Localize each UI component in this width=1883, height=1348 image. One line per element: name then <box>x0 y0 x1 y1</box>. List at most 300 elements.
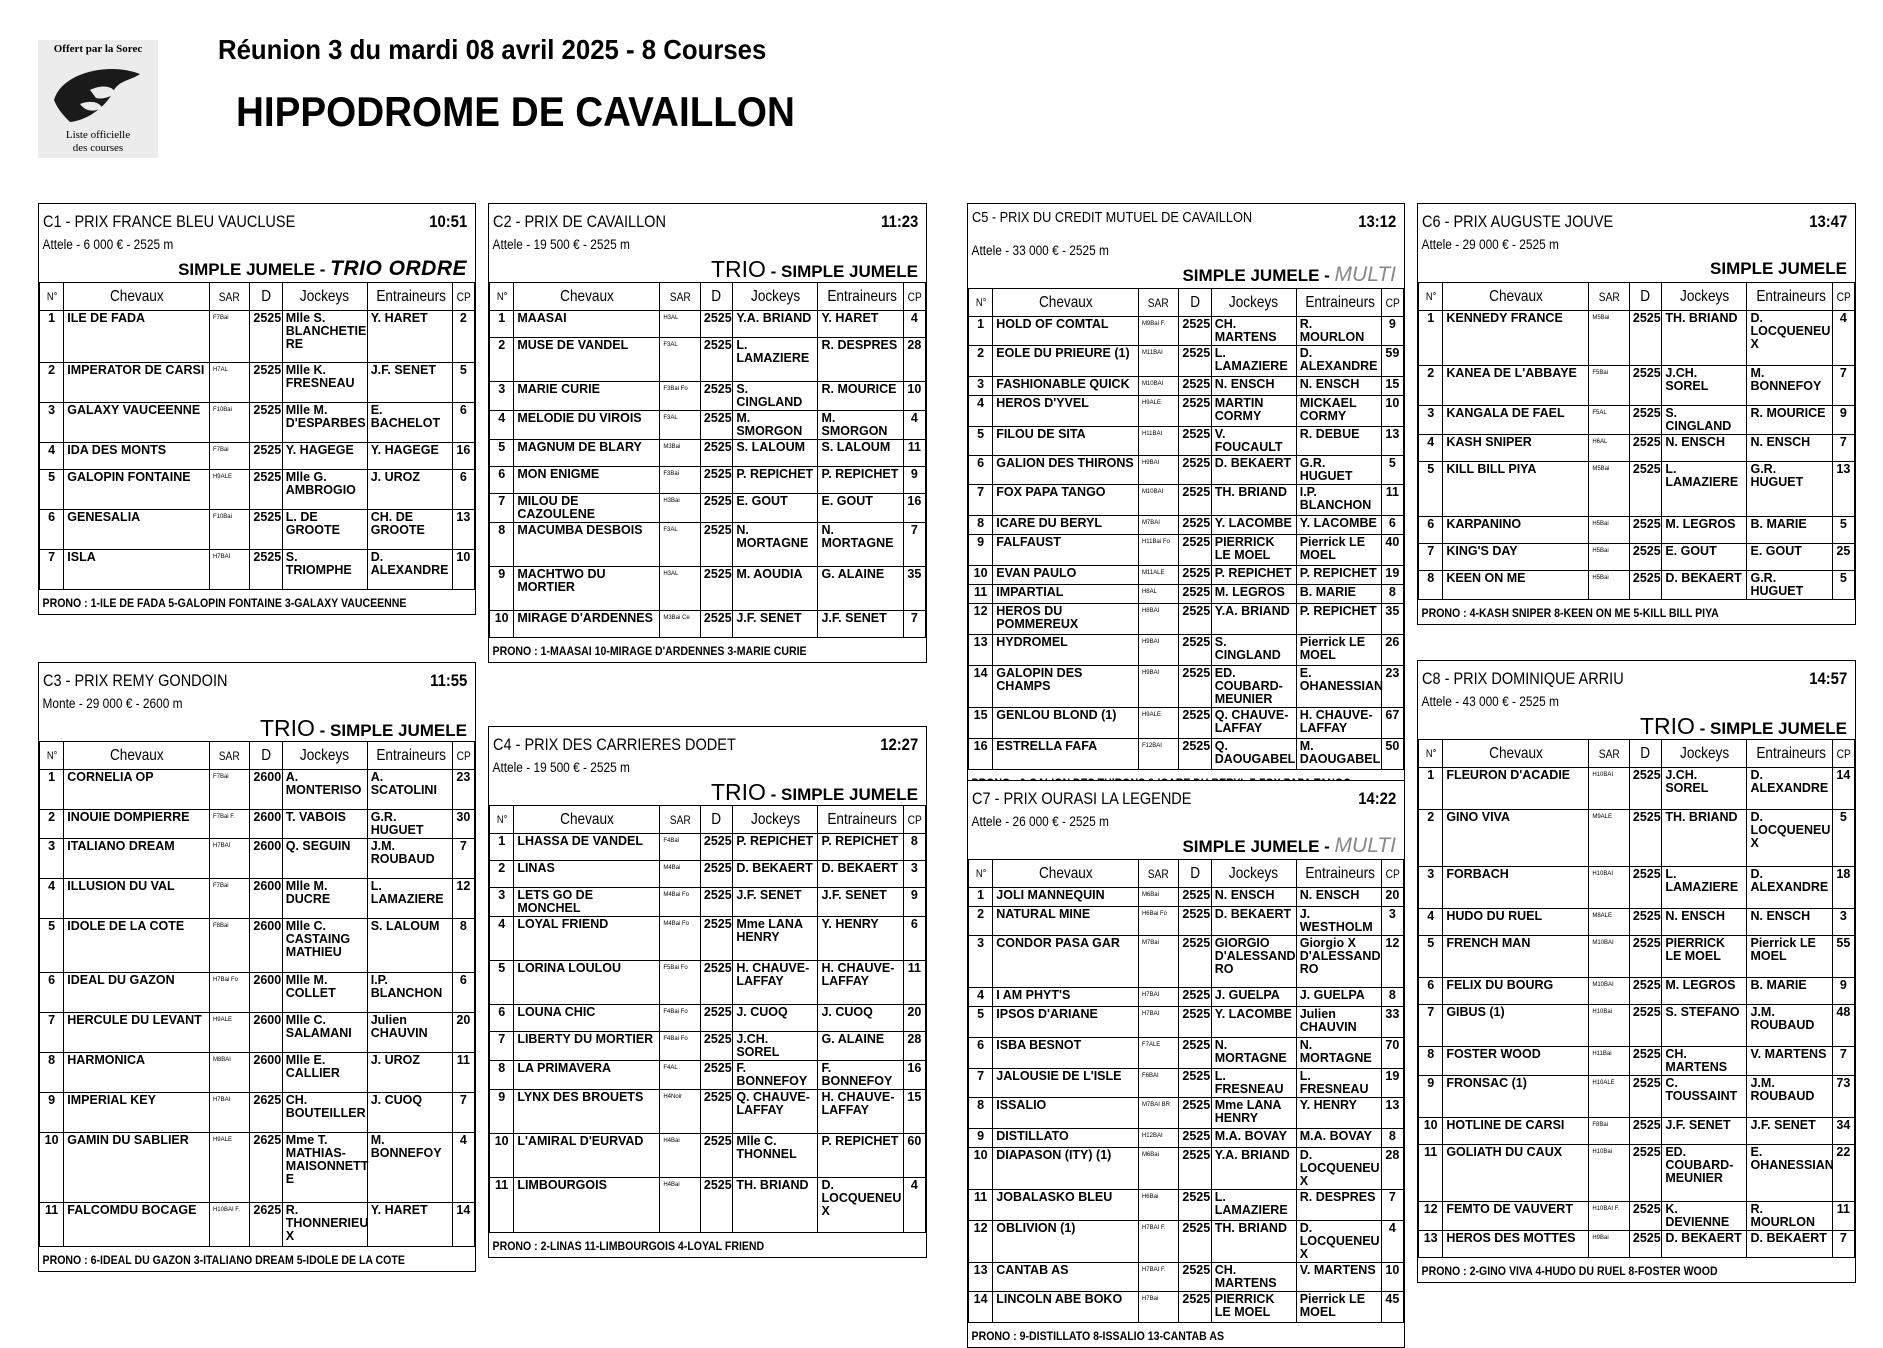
distance: 2525 <box>1179 907 1211 936</box>
odds-cp: 4 <box>903 411 925 440</box>
race-time: 12:27 <box>880 736 918 754</box>
trainer-name: P. REPICHET <box>818 834 903 861</box>
sex-age-coat: H7BAI <box>1138 1007 1178 1038</box>
odds-cp: 34 <box>1832 1118 1854 1145</box>
table-row <box>40 443 475 470</box>
distance: 2525 <box>250 363 282 403</box>
odds-cp: 14 <box>1832 768 1854 810</box>
distance: 2525 <box>250 550 282 590</box>
trainer-name: N. ENSCH <box>1296 888 1381 907</box>
table-row <box>490 467 926 494</box>
race-bet-types <box>1418 713 1855 739</box>
trainer-name: R. MOURLON <box>1296 317 1381 346</box>
runner-number: 16 <box>969 739 993 770</box>
table-row <box>969 516 1404 535</box>
horse-name: LHASSA DE VANDEL <box>514 834 660 861</box>
distance: 2525 <box>1629 867 1661 909</box>
col-trainers-header: Entraineurs <box>1753 283 1825 311</box>
race-prono: PRONO : 2-GINO VIVA 4-HUDO DU RUEL 8-FOSTER WOOD <box>1421 1264 1718 1278</box>
trainer-name: J. UROZ <box>367 1053 452 1093</box>
col-jockeys-header: Jockeys <box>1218 289 1290 317</box>
jockey-name: M. LEGROS <box>1662 978 1747 1005</box>
odds-cp: 25 <box>1832 544 1854 571</box>
odds-cp: 30 <box>452 810 474 839</box>
horse-name: IDA DES MONTS <box>64 443 210 470</box>
horse-name: IMPARTIAL <box>993 585 1139 604</box>
distance: 2525 <box>1629 517 1661 544</box>
jockey-name: R. THONNERIEU X <box>282 1203 367 1247</box>
jockey-name: J.F. SENET <box>733 888 818 917</box>
jockey-name: PIERRICK LE MOEL <box>1662 936 1747 978</box>
sex-age-coat: M8ALE <box>1589 909 1630 936</box>
sex-age-coat: F7Bai <box>209 770 249 810</box>
sex-age-coat: F4AL <box>660 1061 701 1090</box>
jockey-name: M.A. BOVAY <box>1211 1129 1296 1148</box>
distance: 2525 <box>700 834 732 861</box>
table-row <box>969 377 1404 396</box>
distance: 2525 <box>1179 739 1211 770</box>
table-row <box>969 485 1404 516</box>
distance: 2525 <box>1629 810 1661 867</box>
runner-number: 7 <box>490 1032 514 1061</box>
horse-name: ESTRELLA FAFA <box>993 739 1139 770</box>
sex-age-coat: M9ALE <box>1589 810 1630 867</box>
sex-age-coat: M4Bai Fo <box>660 917 701 961</box>
race-bet-types <box>968 262 1404 288</box>
horse-name: MON ENIGME <box>514 467 660 494</box>
jockey-name: N. ENSCH <box>1662 909 1747 936</box>
runner-number: 1 <box>40 311 64 363</box>
trainer-name: L. LAMAZIERE <box>367 879 452 919</box>
trainer-name: Y. HAGEGE <box>367 443 452 470</box>
horse-name: GALION DES THIRONS <box>993 456 1139 485</box>
horse-name: GENLOU BLOND (1) <box>993 708 1139 739</box>
horse-name: FOSTER WOOD <box>1443 1047 1589 1076</box>
distance: 2525 <box>700 338 732 382</box>
horse-name: CORNELIA OP <box>64 770 210 810</box>
jockey-name: Q. CHAUVE-LAFFAY <box>1211 708 1296 739</box>
table-row <box>490 1061 926 1090</box>
sex-age-coat: H11Bai Fo <box>1138 535 1178 566</box>
jockey-name: K. DEVIENNE <box>1662 1202 1747 1231</box>
runner-number: 1 <box>969 317 993 346</box>
horse-name: GALOPIN DES CHAMPS <box>993 666 1139 708</box>
sex-age-coat: H9ALE <box>209 1133 249 1203</box>
sex-age-coat: H7Bai Fo <box>209 973 249 1013</box>
distance: 2600 <box>250 839 282 879</box>
odds-cp: 11 <box>903 440 925 467</box>
horse-name: FILOU DE SITA <box>993 427 1139 456</box>
trainer-name: MICKAEL CORMY <box>1296 396 1381 427</box>
table-row <box>40 1133 475 1203</box>
col-horses-header: Chevaux <box>1454 740 1578 768</box>
runner-number: 7 <box>969 485 993 516</box>
trainer-name: Pierrick LE MOEL <box>1296 535 1381 566</box>
runner-number: 2 <box>40 810 64 839</box>
runner-number: 7 <box>1419 544 1443 571</box>
odds-cp: 8 <box>903 834 925 861</box>
trainer-name: M. SMORGON <box>818 411 903 440</box>
trainer-name: S. LALOUM <box>367 919 452 973</box>
jockey-name: M. LEGROS <box>1211 585 1296 604</box>
odds-cp: 6 <box>452 403 474 443</box>
race-title: C3 - PRIX REMY GONDOIN <box>43 672 228 690</box>
jockey-name: Q. SEGUIN <box>282 839 367 879</box>
table-row <box>1419 978 1855 1005</box>
jockey-name: L. LAMAZIERE <box>1662 867 1747 909</box>
sex-age-coat: M11BAI <box>1138 346 1178 377</box>
horse-name: GINO VIVA <box>1443 810 1589 867</box>
trainer-name: G.R. HUGUET <box>367 810 452 839</box>
table-row <box>40 363 475 403</box>
horse-name: LORINA LOULOU <box>514 961 660 1005</box>
table-row <box>969 1129 1404 1148</box>
col-number-header: N° <box>970 289 991 317</box>
trainer-name: V. MARTENS <box>1747 1047 1832 1076</box>
distance: 2525 <box>1179 708 1211 739</box>
sex-age-coat: H10Bai <box>1589 1005 1630 1047</box>
runner-number: 15 <box>969 708 993 739</box>
horse-name: EVAN PAULO <box>993 566 1139 585</box>
sex-age-coat: F3Bai Fo <box>660 382 701 411</box>
odds-cp: 7 <box>452 1093 474 1133</box>
odds-cp: 10 <box>903 382 925 411</box>
col-jockeys-header: Jockeys <box>289 283 361 311</box>
sex-age-coat: M3Bai Ce <box>660 611 701 638</box>
runner-number: 7 <box>40 550 64 590</box>
jockey-name: D. BEKAERT <box>1662 1231 1747 1258</box>
distance: 2525 <box>700 440 732 467</box>
horse-name: LINAS <box>514 861 660 888</box>
trainer-name: H. CHAUVE-LAFFAY <box>818 961 903 1005</box>
race-header <box>489 210 926 234</box>
runner-number: 9 <box>490 1090 514 1134</box>
runner-number: 1 <box>490 311 514 338</box>
race-header <box>1418 210 1855 234</box>
odds-cp: 48 <box>1832 1005 1854 1047</box>
table-row <box>969 317 1404 346</box>
odds-cp: 6 <box>452 470 474 510</box>
bet-type-label: - SIMPLE JUMELE <box>765 262 918 281</box>
trainer-name: V. MARTENS <box>1296 1263 1381 1292</box>
col-cp-header: CP <box>905 806 924 834</box>
sex-age-coat: H6Bai <box>1138 1190 1178 1221</box>
race-conditions: Attele - 26 000 € - 2525 m <box>971 814 1109 829</box>
sex-age-coat: F12BAI <box>1138 739 1178 770</box>
runner-number: 3 <box>1419 867 1443 909</box>
runner-number: 6 <box>1419 517 1443 544</box>
trainer-name: J.M. ROUBAUD <box>1747 1076 1832 1118</box>
col-sar-header: SAR <box>1141 860 1175 888</box>
odds-cp: 18 <box>1832 867 1854 909</box>
odds-cp: 5 <box>1832 810 1854 867</box>
col-sar-header: SAR <box>1141 289 1175 317</box>
distance: 2525 <box>1629 909 1661 936</box>
table-row <box>1419 1005 1855 1047</box>
race-title: C4 - PRIX DES CARRIERES DODET <box>493 736 736 754</box>
odds-cp: 23 <box>452 770 474 810</box>
runner-number: 14 <box>969 1292 993 1323</box>
bet-type-label: MULTI <box>1334 834 1396 857</box>
horse-name: LIMBOURGOIS <box>514 1178 660 1233</box>
horse-name: MACUMBA DESBOIS <box>514 523 660 567</box>
table-row <box>40 879 475 919</box>
race-header <box>489 733 926 757</box>
runner-number: 10 <box>490 611 514 638</box>
distance: 2525 <box>1629 311 1661 366</box>
trainer-name: J.F. SENET <box>818 611 903 638</box>
trainer-name: N. MORTAGNE <box>1296 1038 1381 1069</box>
distance: 2525 <box>1179 888 1211 907</box>
sex-age-coat: H7BAI <box>209 550 249 590</box>
jockey-name: L. FRESNEAU <box>1211 1069 1296 1098</box>
distance: 2525 <box>1179 988 1211 1007</box>
horse-name: MAGNUM DE BLARY <box>514 440 660 467</box>
trainer-name: Pierrick LE MOEL <box>1296 635 1381 666</box>
col-number-header: N° <box>491 283 512 311</box>
trainer-name: J.F. SENET <box>1747 1118 1832 1145</box>
horse-name: GOLIATH DU CAUX <box>1443 1145 1589 1202</box>
race-conditions: Attele - 43 000 € - 2525 m <box>1421 694 1559 709</box>
trainer-name: P. REPICHET <box>818 467 903 494</box>
horse-name: MELODIE DU VIROIS <box>514 411 660 440</box>
trainer-name: Y. LACOMBE <box>1296 516 1381 535</box>
table-row <box>1419 1145 1855 1202</box>
trainer-name: P. REPICHET <box>1296 566 1381 585</box>
table-row <box>969 1098 1404 1129</box>
race-time: 14:57 <box>1809 670 1847 688</box>
runner-number: 11 <box>969 1190 993 1221</box>
horse-name: JOBALASKO BLEU <box>993 1190 1139 1221</box>
sex-age-coat: M6Bai <box>1138 1148 1178 1190</box>
jockey-name: TH. BRIAND <box>1211 1221 1296 1263</box>
jockey-name: D. BEKAERT <box>1211 456 1296 485</box>
table-row <box>969 604 1404 635</box>
distance: 2525 <box>1179 1292 1211 1323</box>
distance: 2525 <box>250 403 282 443</box>
runner-number: 3 <box>490 888 514 917</box>
race-title: C2 - PRIX DE CAVAILLON <box>493 213 666 231</box>
trainer-name: D. BEKAERT <box>818 861 903 888</box>
distance: 2525 <box>700 382 732 411</box>
horse-name: MILOU DE CAZOULENE <box>514 494 660 523</box>
horse-name: I AM PHYT'S <box>993 988 1139 1007</box>
sex-age-coat: F7Bai <box>209 879 249 919</box>
odds-cp: 3 <box>1832 909 1854 936</box>
trainer-name: H. CHAUVE-LAFFAY <box>818 1090 903 1134</box>
sex-age-coat: H9BAI <box>1138 635 1178 666</box>
horse-name: LETS GO DE MONCHEL <box>514 888 660 917</box>
distance: 2525 <box>1179 566 1211 585</box>
jockey-name: S. LALOUM <box>733 440 818 467</box>
jockey-name: D. BEKAERT <box>1211 907 1296 936</box>
sex-age-coat: H9Bai <box>1589 1231 1630 1258</box>
distance: 2525 <box>700 888 732 917</box>
race-card-c4 <box>488 726 927 1258</box>
odds-cp: 19 <box>1381 1069 1403 1098</box>
trainer-name: J.F. SENET <box>367 363 452 403</box>
table-row <box>490 440 926 467</box>
odds-cp: 5 <box>1832 517 1854 544</box>
table-row <box>40 1013 475 1053</box>
sex-age-coat: M9Bai F. <box>1138 317 1178 346</box>
table-header-row <box>40 283 475 311</box>
runner-number: 1 <box>490 834 514 861</box>
sex-age-coat: F3AL <box>660 338 701 382</box>
horse-logo-icon <box>50 60 146 128</box>
race-prono: PRONO : 2-LINAS 11-LIMBOURGOIS 4-LOYAL FRIEND <box>492 1239 765 1253</box>
odds-cp: 10 <box>452 550 474 590</box>
runner-number: 9 <box>1419 1076 1443 1118</box>
jockey-name: Y.A. BRIAND <box>1211 1148 1296 1190</box>
entries-table <box>39 741 475 1247</box>
sex-age-coat: M7BAI BR <box>1138 1098 1178 1129</box>
table-row <box>1419 544 1855 571</box>
table-row <box>969 1069 1404 1098</box>
jockey-name: Mlle C. THONNEL <box>733 1134 818 1178</box>
jockey-name: Y.A. BRIAND <box>733 311 818 338</box>
trainer-name: D. LOCQUENEU X <box>1747 810 1832 867</box>
trainer-name: D. BEKAERT <box>1747 1231 1832 1258</box>
distance: 2600 <box>250 1053 282 1093</box>
col-number-header: N° <box>970 860 991 888</box>
horse-name: MARIE CURIE <box>514 382 660 411</box>
runner-number: 10 <box>969 566 993 585</box>
table-row <box>490 382 926 411</box>
odds-cp: 70 <box>1381 1038 1403 1069</box>
runner-number: 5 <box>1419 936 1443 978</box>
col-horses-header: Chevaux <box>75 283 199 311</box>
odds-cp: 6 <box>1381 516 1403 535</box>
trainer-name: E. OHANESSIAN <box>1747 1145 1832 1202</box>
table-row <box>490 834 926 861</box>
distance: 2525 <box>1629 936 1661 978</box>
horse-name: IPSOS D'ARIANE <box>993 1007 1139 1038</box>
race-prono: PRONO : 1-ILE DE FADA 5-GALOPIN FONTAINE 3-GALAXY VAUCEENNE <box>42 596 407 610</box>
distance: 2525 <box>1629 1202 1661 1231</box>
horse-name: HOTLINE DE CARSI <box>1443 1118 1589 1145</box>
horse-name: IMPERATOR DE CARSI <box>64 363 210 403</box>
table-row <box>490 1090 926 1134</box>
trainer-name: N. ENSCH <box>1296 377 1381 396</box>
horse-name: IDEAL DU GAZON <box>64 973 210 1013</box>
horse-name: HEROS DU POMMEREUX <box>993 604 1139 635</box>
jockey-name: A. MONTERISO <box>282 770 367 810</box>
col-sar-header: SAR <box>212 283 246 311</box>
horse-name: DIAPASON (ITY) (1) <box>993 1148 1139 1190</box>
distance: 2525 <box>1179 1129 1211 1148</box>
sex-age-coat: H10BAI F. <box>209 1203 249 1247</box>
trainer-name: G. ALAINE <box>818 567 903 611</box>
jockey-name: N. MORTAGNE <box>733 523 818 567</box>
col-horses-header: Chevaux <box>1004 860 1128 888</box>
trainer-name: F. BONNEFOY <box>818 1061 903 1090</box>
race-bet-types <box>39 715 475 741</box>
sex-age-coat: M10BAI <box>1589 978 1630 1005</box>
entries-table <box>489 282 926 638</box>
horse-name: IMPERIAL KEY <box>64 1093 210 1133</box>
horse-name: MAASAI <box>514 311 660 338</box>
horse-name: LINCOLN ABE BOKO <box>993 1292 1139 1323</box>
sex-age-coat: H7Bai <box>1138 1292 1178 1323</box>
jockey-name: TH. BRIAND <box>1211 485 1296 516</box>
odds-cp: 14 <box>452 1203 474 1247</box>
runner-number: 4 <box>969 988 993 1007</box>
runner-number: 5 <box>1419 462 1443 517</box>
odds-cp: 7 <box>452 839 474 879</box>
runner-number: 12 <box>1419 1202 1443 1231</box>
race-prono: PRONO : 4-KASH SNIPER 8-KEEN ON ME 5-KILL BILL PIYA <box>1421 606 1719 620</box>
sex-age-coat: H6Bai Fo <box>1138 907 1178 936</box>
odds-cp: 4 <box>1381 1221 1403 1263</box>
runner-number: 6 <box>490 467 514 494</box>
sex-age-coat: F7ALE <box>1138 1038 1178 1069</box>
table-row <box>969 1190 1404 1221</box>
race-title: C7 - PRIX OURASI LA LEGENDE <box>972 790 1192 808</box>
table-row <box>40 1203 475 1247</box>
distance: 2525 <box>700 1090 732 1134</box>
jockey-name: Mlle C. CASTAING MATHIEU <box>282 919 367 973</box>
odds-cp: 11 <box>1832 1202 1854 1231</box>
bet-type-label: TRIO ORDRE <box>330 257 467 280</box>
col-trainers-header: Entraineurs <box>824 806 896 834</box>
trainer-name: P. REPICHET <box>1296 604 1381 635</box>
trainer-name: J.M. ROUBAUD <box>1747 1005 1832 1047</box>
sex-age-coat: M6Bai <box>1138 888 1178 907</box>
jockey-name: S. CINGLAND <box>1662 406 1747 435</box>
trainer-name: N. ENSCH <box>1747 909 1832 936</box>
runner-number: 8 <box>490 523 514 567</box>
table-row <box>490 917 926 961</box>
table-row <box>490 1005 926 1032</box>
col-trainers-header: Entraineurs <box>374 283 446 311</box>
jockey-name: E. GOUT <box>733 494 818 523</box>
jockey-name: P. REPICHET <box>1211 566 1296 585</box>
race-time: 14:22 <box>1358 790 1396 808</box>
sex-age-coat: H9ALE <box>209 1013 249 1053</box>
sex-age-coat: M7BAI <box>1138 516 1178 535</box>
trainer-name: J. WESTHOLM <box>1296 907 1381 936</box>
race-title: C6 - PRIX AUGUSTE JOUVE <box>1422 213 1614 231</box>
odds-cp: 7 <box>1381 1190 1403 1221</box>
jockey-name: Mlle M. D'ESPARBES <box>282 403 367 443</box>
distance: 2525 <box>1179 456 1211 485</box>
table-row <box>969 888 1404 907</box>
horse-name: GENESALIA <box>64 510 210 550</box>
horse-name: CANTAB AS <box>993 1263 1139 1292</box>
horse-name: LOUNA CHIC <box>514 1005 660 1032</box>
sex-age-coat: M8BAI <box>209 1053 249 1093</box>
runner-number: 5 <box>969 427 993 456</box>
trainer-name: Y. HENRY <box>818 917 903 961</box>
distance: 2525 <box>1629 1118 1661 1145</box>
horse-name: CONDOR PASA GAR <box>993 936 1139 988</box>
runner-number: 5 <box>490 961 514 1005</box>
horse-name: HOLD OF COMTAL <box>993 317 1139 346</box>
sex-age-coat: H7BAI <box>1138 988 1178 1007</box>
trainer-name: R. MOURICE <box>1747 406 1832 435</box>
distance: 2600 <box>250 879 282 919</box>
jockey-name: Y. LACOMBE <box>1211 516 1296 535</box>
runner-number: 4 <box>490 917 514 961</box>
horse-name: EOLE DU PRIEURE (1) <box>993 346 1139 377</box>
distance: 2525 <box>700 1134 732 1178</box>
bet-type-label: SIMPLE JUMELE - <box>1182 266 1335 285</box>
odds-cp: 12 <box>1381 936 1403 988</box>
race-card-c7 <box>967 780 1405 1348</box>
distance: 2525 <box>1179 1098 1211 1129</box>
col-distance-header: D <box>1181 860 1209 888</box>
